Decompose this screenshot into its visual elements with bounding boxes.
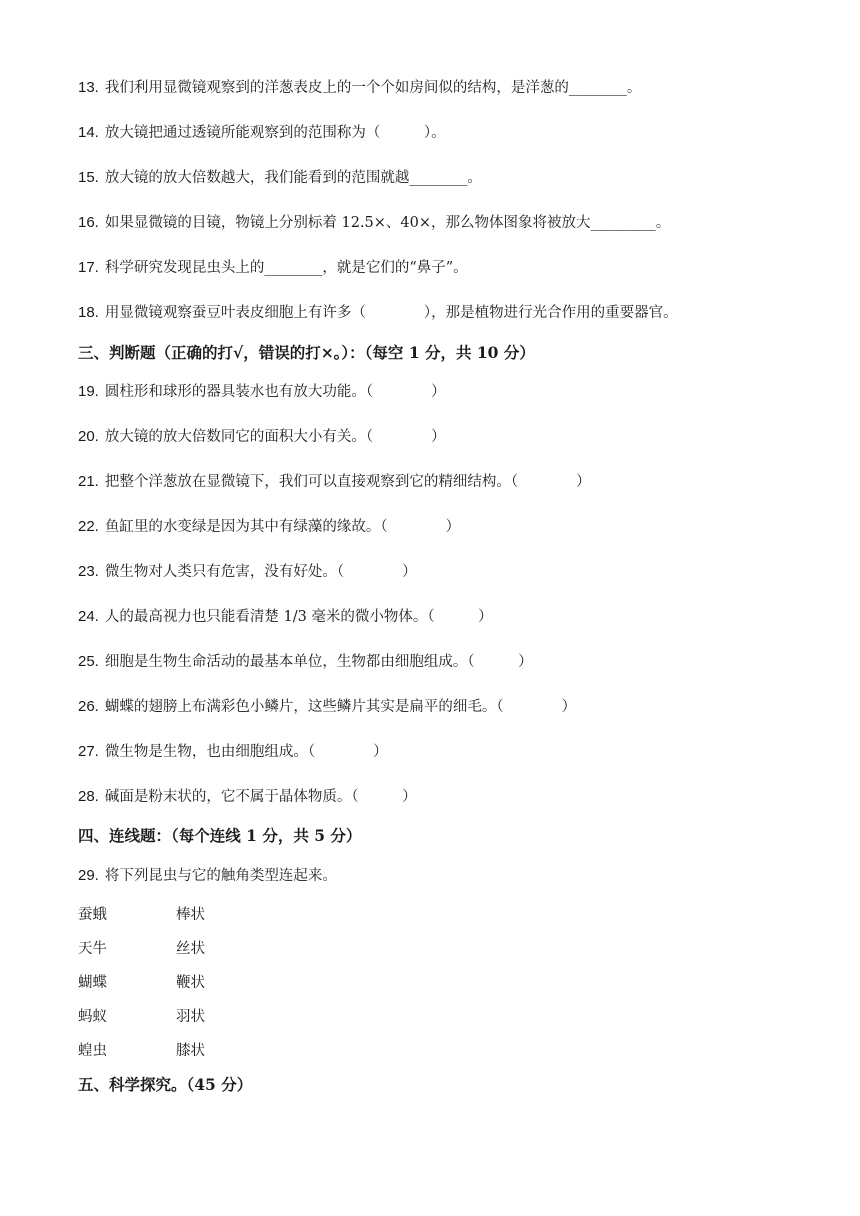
question-number: 27. bbox=[78, 743, 99, 760]
question-21 bbox=[78, 472, 591, 492]
question-27 bbox=[78, 742, 388, 762]
question-text: 放大镜的放大倍数越大，我们能看到的范围就越________。 bbox=[104, 170, 482, 186]
question-20 bbox=[78, 427, 446, 447]
question-number: 23. bbox=[78, 563, 99, 580]
question-number: 28. bbox=[78, 788, 99, 805]
question-18 bbox=[78, 303, 678, 323]
question-text: 圆柱形和球形的器具装水也有放大功能。（ ） bbox=[104, 384, 446, 400]
antenna-type-item: 羽状 bbox=[176, 1009, 205, 1025]
question-text: 将下列昆虫与它的触角类型连起来。 bbox=[104, 868, 337, 884]
insect-item: 蚕蛾 bbox=[78, 907, 107, 923]
question-text: 放大镜把通过透镜所能观察到的范围称为（ ）。 bbox=[104, 125, 446, 141]
question-text: 碱面是粉末状的，它不属于晶体物质。（ ） bbox=[104, 789, 417, 805]
question-text: 放大镜的放大倍数同它的面积大小有关。（ ） bbox=[104, 429, 446, 445]
question-text: 蝴蝶的翅膀上布满彩色小鳞片，这些鳞片其实是扁平的细毛。（ ） bbox=[104, 699, 577, 715]
question-text: 我们利用显微镜观察到的洋葱表皮上的一个个如房间似的结构，是洋葱的________。 bbox=[104, 80, 642, 96]
insect-item: 天牛 bbox=[78, 941, 107, 957]
question-number: 25. bbox=[78, 653, 99, 670]
section-3-heading: 三、判断题（正确的打√，错误的打×。）：（每空 1 分，共 10 分） bbox=[78, 343, 535, 362]
question-text: 用显微镜观察蚕豆叶表皮细胞上有许多（ ），那是植物进行光合作用的重要器官。 bbox=[104, 305, 678, 321]
antenna-type-item: 棒状 bbox=[176, 907, 205, 923]
question-15 bbox=[78, 168, 482, 188]
insect-item: 蚂蚁 bbox=[78, 1009, 107, 1025]
question-number: 21. bbox=[78, 473, 99, 490]
question-number: 19. bbox=[78, 383, 99, 400]
question-number: 15. bbox=[78, 169, 99, 186]
question-22 bbox=[78, 517, 460, 537]
section-5-heading: 五、科学探究。（45 分） bbox=[78, 1075, 253, 1094]
antenna-type-item: 鞭状 bbox=[176, 975, 205, 991]
question-number: 17. bbox=[78, 259, 99, 276]
question-text: 科学研究发现昆虫头上的________，就是它们的“鼻子”。 bbox=[104, 260, 468, 276]
question-24 bbox=[78, 607, 493, 627]
insect-item: 蝗虫 bbox=[78, 1043, 107, 1059]
insect-item: 蝴蝶 bbox=[78, 975, 107, 991]
question-number: 24. bbox=[78, 608, 99, 625]
question-number: 16. bbox=[78, 214, 99, 231]
question-number: 13. bbox=[78, 79, 99, 96]
question-text: 如果显微镜的目镜，物镜上分别标着 12.5×、40×，那么物体图象将被放大_________。 bbox=[104, 215, 671, 231]
question-number: 14. bbox=[78, 124, 99, 141]
question-29 bbox=[78, 866, 337, 886]
question-text: 细胞是生物生命活动的最基本单位，生物都由细胞组成。（ ） bbox=[104, 654, 533, 670]
question-number: 18. bbox=[78, 304, 99, 321]
question-23 bbox=[78, 562, 417, 582]
question-28 bbox=[78, 787, 417, 807]
question-17 bbox=[78, 258, 468, 278]
question-text: 微生物是生物，也由细胞组成。（ ） bbox=[104, 744, 388, 760]
question-text: 微生物对人类只有危害，没有好处。（ ） bbox=[104, 564, 417, 580]
question-text: 人的最高视力也只能看清楚 1/3 毫米的微小物体。（ ） bbox=[104, 609, 493, 625]
question-19 bbox=[78, 382, 446, 402]
question-number: 29. bbox=[78, 867, 99, 884]
question-number: 20. bbox=[78, 428, 99, 445]
question-16 bbox=[78, 213, 670, 233]
antenna-type-item: 丝状 bbox=[176, 941, 205, 957]
question-number: 26. bbox=[78, 698, 99, 715]
antenna-type-item: 膝状 bbox=[176, 1043, 205, 1059]
question-26 bbox=[78, 697, 576, 717]
question-13 bbox=[78, 78, 641, 98]
question-25 bbox=[78, 652, 533, 672]
section-4-heading: 四、连线题：（每个连线 1 分，共 5 分） bbox=[78, 826, 362, 845]
question-text: 把整个洋葱放在显微镜下，我们可以直接观察到它的精细结构。（ ） bbox=[104, 474, 591, 490]
question-text: 鱼缸里的水变绿是因为其中有绿藻的缘故。（ ） bbox=[104, 519, 461, 535]
question-14 bbox=[78, 123, 446, 143]
question-number: 22. bbox=[78, 518, 99, 535]
